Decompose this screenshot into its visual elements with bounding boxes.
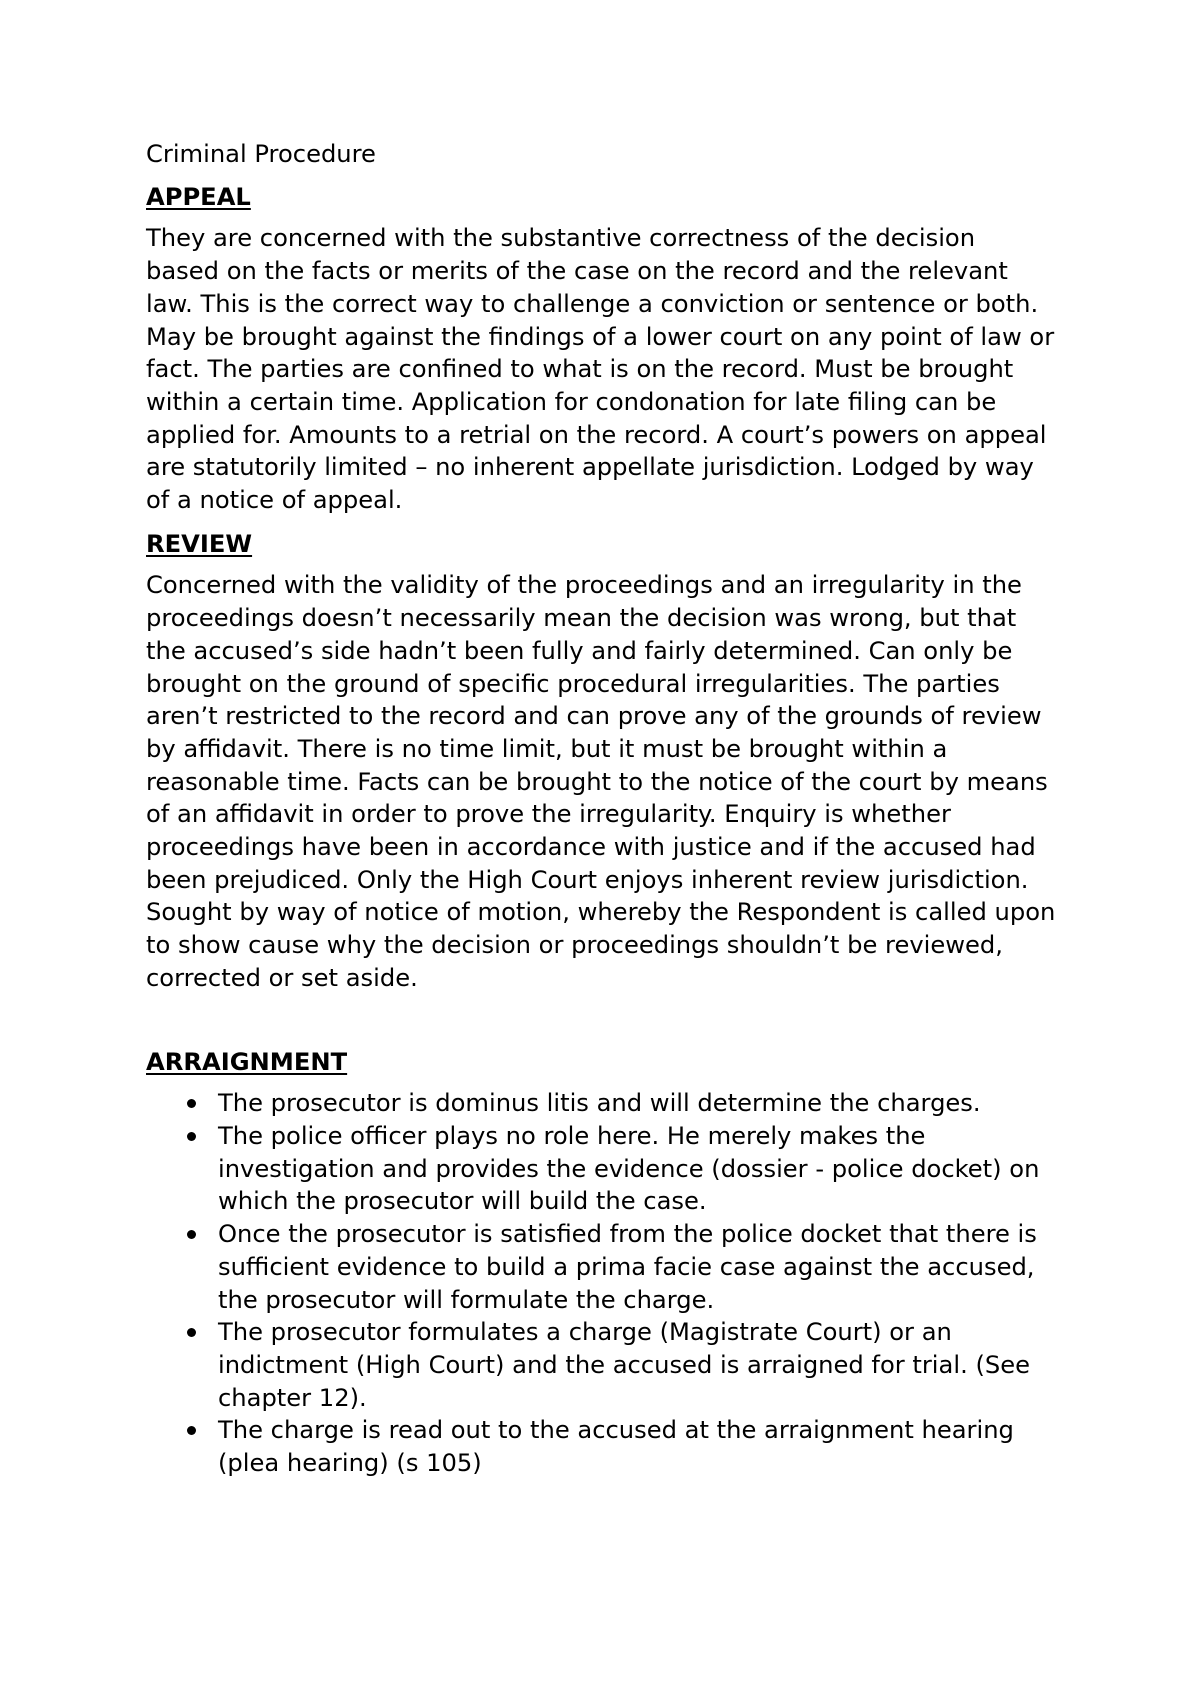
text-line: fact. The parties are confined to what is on the record. Must be brought xyxy=(146,355,1014,384)
text-line: The prosecutor formulates a charge (Magistrate Court) or an xyxy=(218,1318,952,1347)
text-line: May be brought against the findings of a lower court on any point of law or xyxy=(146,322,1055,351)
text-line: the prosecutor will formulate the charge. xyxy=(218,1285,715,1314)
text-line: indictment (High Court) and the accused is arraigned for trial. (See xyxy=(218,1350,1030,1379)
text-line: sufficient evidence to build a prima facie case against the accused, xyxy=(218,1252,1035,1281)
text-line: aren’t restricted to the record and can prove any of the grounds of review xyxy=(146,702,1042,731)
document-title: Criminal Procedure xyxy=(146,140,376,168)
text-line: by affidavit. There is no time limit, but it must be brought within a xyxy=(146,734,948,763)
bullet-icon xyxy=(187,1328,196,1337)
bullet-icon xyxy=(187,1099,196,1108)
bullet-icon xyxy=(187,1132,196,1141)
text-line: which the prosecutor will build the case. xyxy=(218,1187,707,1216)
text-line: investigation and provides the evidence (dossier - police docket) on xyxy=(218,1154,1040,1183)
list-item xyxy=(146,1120,1086,1218)
text-line: Once the prosecutor is satisfied from the police docket that there is xyxy=(218,1220,1037,1249)
text-line: The police officer plays no role here. He merely makes the xyxy=(218,1121,926,1150)
appeal-paragraph xyxy=(146,222,1086,516)
text-line: chapter 12). xyxy=(218,1383,367,1412)
text-line: applied for. Amounts to a retrial on the record. A court’s powers on appeal xyxy=(146,420,1047,449)
arraignment-bullet-list xyxy=(146,1087,1086,1479)
list-item xyxy=(146,1218,1086,1316)
review-paragraph xyxy=(146,569,1086,994)
text-line: of a notice of appeal. xyxy=(146,486,403,515)
text-line: (plea hearing) (s 105) xyxy=(218,1449,482,1478)
text-line: proceedings doesn’t necessarily mean the decision was wrong, but that xyxy=(146,604,1017,633)
document-page xyxy=(146,138,1086,1480)
text-line: based on the facts or merits of the case on the record and the relevant xyxy=(146,257,1008,286)
appeal-heading: APPEAL xyxy=(146,182,251,211)
text-line: Concerned with the validity of the proceedings and an irregularity in the xyxy=(146,571,1022,600)
text-line: proceedings have been in accordance with justice and if the accused had xyxy=(146,833,1036,862)
arraignment-heading: ARRAIGNMENT xyxy=(146,1047,348,1076)
list-item xyxy=(146,1414,1086,1479)
text-line: to show cause why the decision or proceedings shouldn’t be reviewed, xyxy=(146,931,1003,960)
text-line: brought on the ground of specific procedural irregularities. The parties xyxy=(146,669,1000,698)
text-line: been prejudiced. Only the High Court enjoys inherent review jurisdiction. xyxy=(146,865,1029,894)
text-line: within a certain time. Application for condonation for late filing can be xyxy=(146,387,997,416)
list-item xyxy=(146,1087,1086,1120)
list-item xyxy=(146,1316,1086,1414)
bullet-icon xyxy=(187,1426,196,1435)
text-line: are statutorily limited – no inherent appellate jurisdiction. Lodged by way xyxy=(146,453,1034,482)
section-spacer xyxy=(146,1006,1086,1046)
bullet-icon xyxy=(187,1230,196,1239)
text-line: They are concerned with the substantive correctness of the decision xyxy=(146,224,976,253)
text-line: The prosecutor is dominus litis and will determine the charges. xyxy=(218,1089,981,1118)
text-line: of an affidavit in order to prove the irregularity. Enquiry is whether xyxy=(146,800,951,829)
text-line: Sought by way of notice of motion, whereby the Respondent is called upon xyxy=(146,898,1056,927)
text-line: reasonable time. Facts can be brought to the notice of the court by means xyxy=(146,767,1048,796)
text-line: law. This is the correct way to challenge a conviction or sentence or both. xyxy=(146,289,1039,318)
text-line: The charge is read out to the accused at the arraignment hearing xyxy=(218,1416,1014,1445)
text-line: corrected or set aside. xyxy=(146,963,418,992)
review-heading: REVIEW xyxy=(146,529,253,558)
text-line: the accused’s side hadn’t been fully and fairly determined. Can only be xyxy=(146,636,1013,665)
